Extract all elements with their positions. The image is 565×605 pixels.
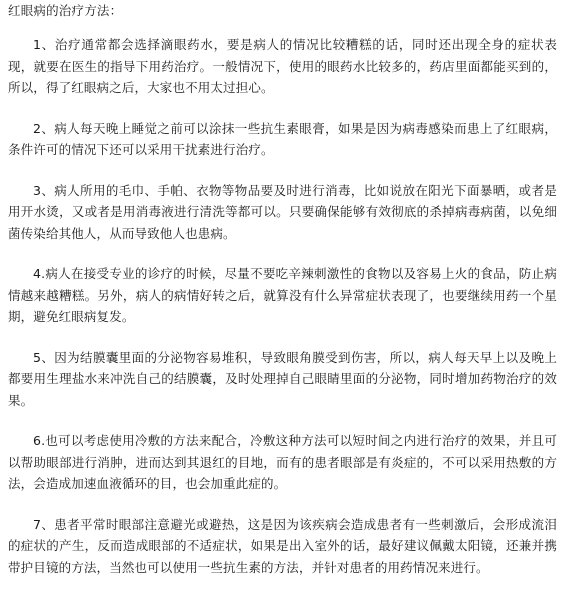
paragraph-2: 2、病人每天晚上睡觉之前可以涂抹一些抗生素眼膏，如果是因为病毒感染而患上了红眼病，条件许可的情况下还可以采用干扰素进行治疗。: [8, 120, 557, 157]
paragraph-7: 7、患者平常时眼部注意避光或避热，这是因为该疾病会造成患者有一些刺激后，会形成流泪的症状的产生，反而造成眼部的不适症状，如果是出入室外的话，最好建议佩戴太阳镜，还兼并携带护目镜的方法，当然也可以使用一些抗生素的方法，并针对患者的用药情况来进行。: [8, 516, 557, 575]
paragraph-3: 3、病人所用的毛巾、手帕、衣物等物品要及时进行消毒，比如说放在阳光下面暴晒，或者是用开水烫，又或者是用消毒液进行清洗等都可以。只要确保能够有效彻底的杀掉病毒病菌，以免细菌传染给其他人，从而导致他人也患病。: [8, 182, 557, 241]
paragraph-4: 4.病人在接受专业的诊疗的时候，尽量不要吃辛辣刺激性的食物以及容易上火的食品，防止病情越来越糟糕。另外，病人的病情好转之后，就算没有什么异常症状表现了，也要继续用药一个星期，避免红眼病复发。: [8, 266, 557, 324]
paragraph-5: 5、因为结膜囊里面的分泌物容易堆积，导致眼角膜受到伤害，所以，病人每天早上以及晚上都要用生理盐水来冲洗自己的结膜囊，及时处理掉自己眼睛里面的分泌物，同时增加药物治疗的效果。: [8, 349, 557, 408]
paragraph-1: 1、治疗通常都会选择滴眼药水，要是病人的情况比较糟糕的话，同时还出现全身的症状表现，就要在医生的指导下用药治疗。一般情况下，使用的眼药水比较多的，药店里面都能买到的，所以，得了红眼病之后，大家也不用太过担心。: [8, 37, 557, 95]
article-title: 红眼病的治疗方法：: [8, 3, 123, 18]
paragraph-6: 6.也可以考虑使用冷敷的方法来配合，冷敷这种方法可以短时间之内进行治疗的效果，并且可以帮助眼部进行消肿，进而达到其退红的目地，而有的患者眼部是有炎症的，不可以采用热敷的方法，会造成加速血液循环的目，也会加重此症的。: [8, 433, 557, 491]
